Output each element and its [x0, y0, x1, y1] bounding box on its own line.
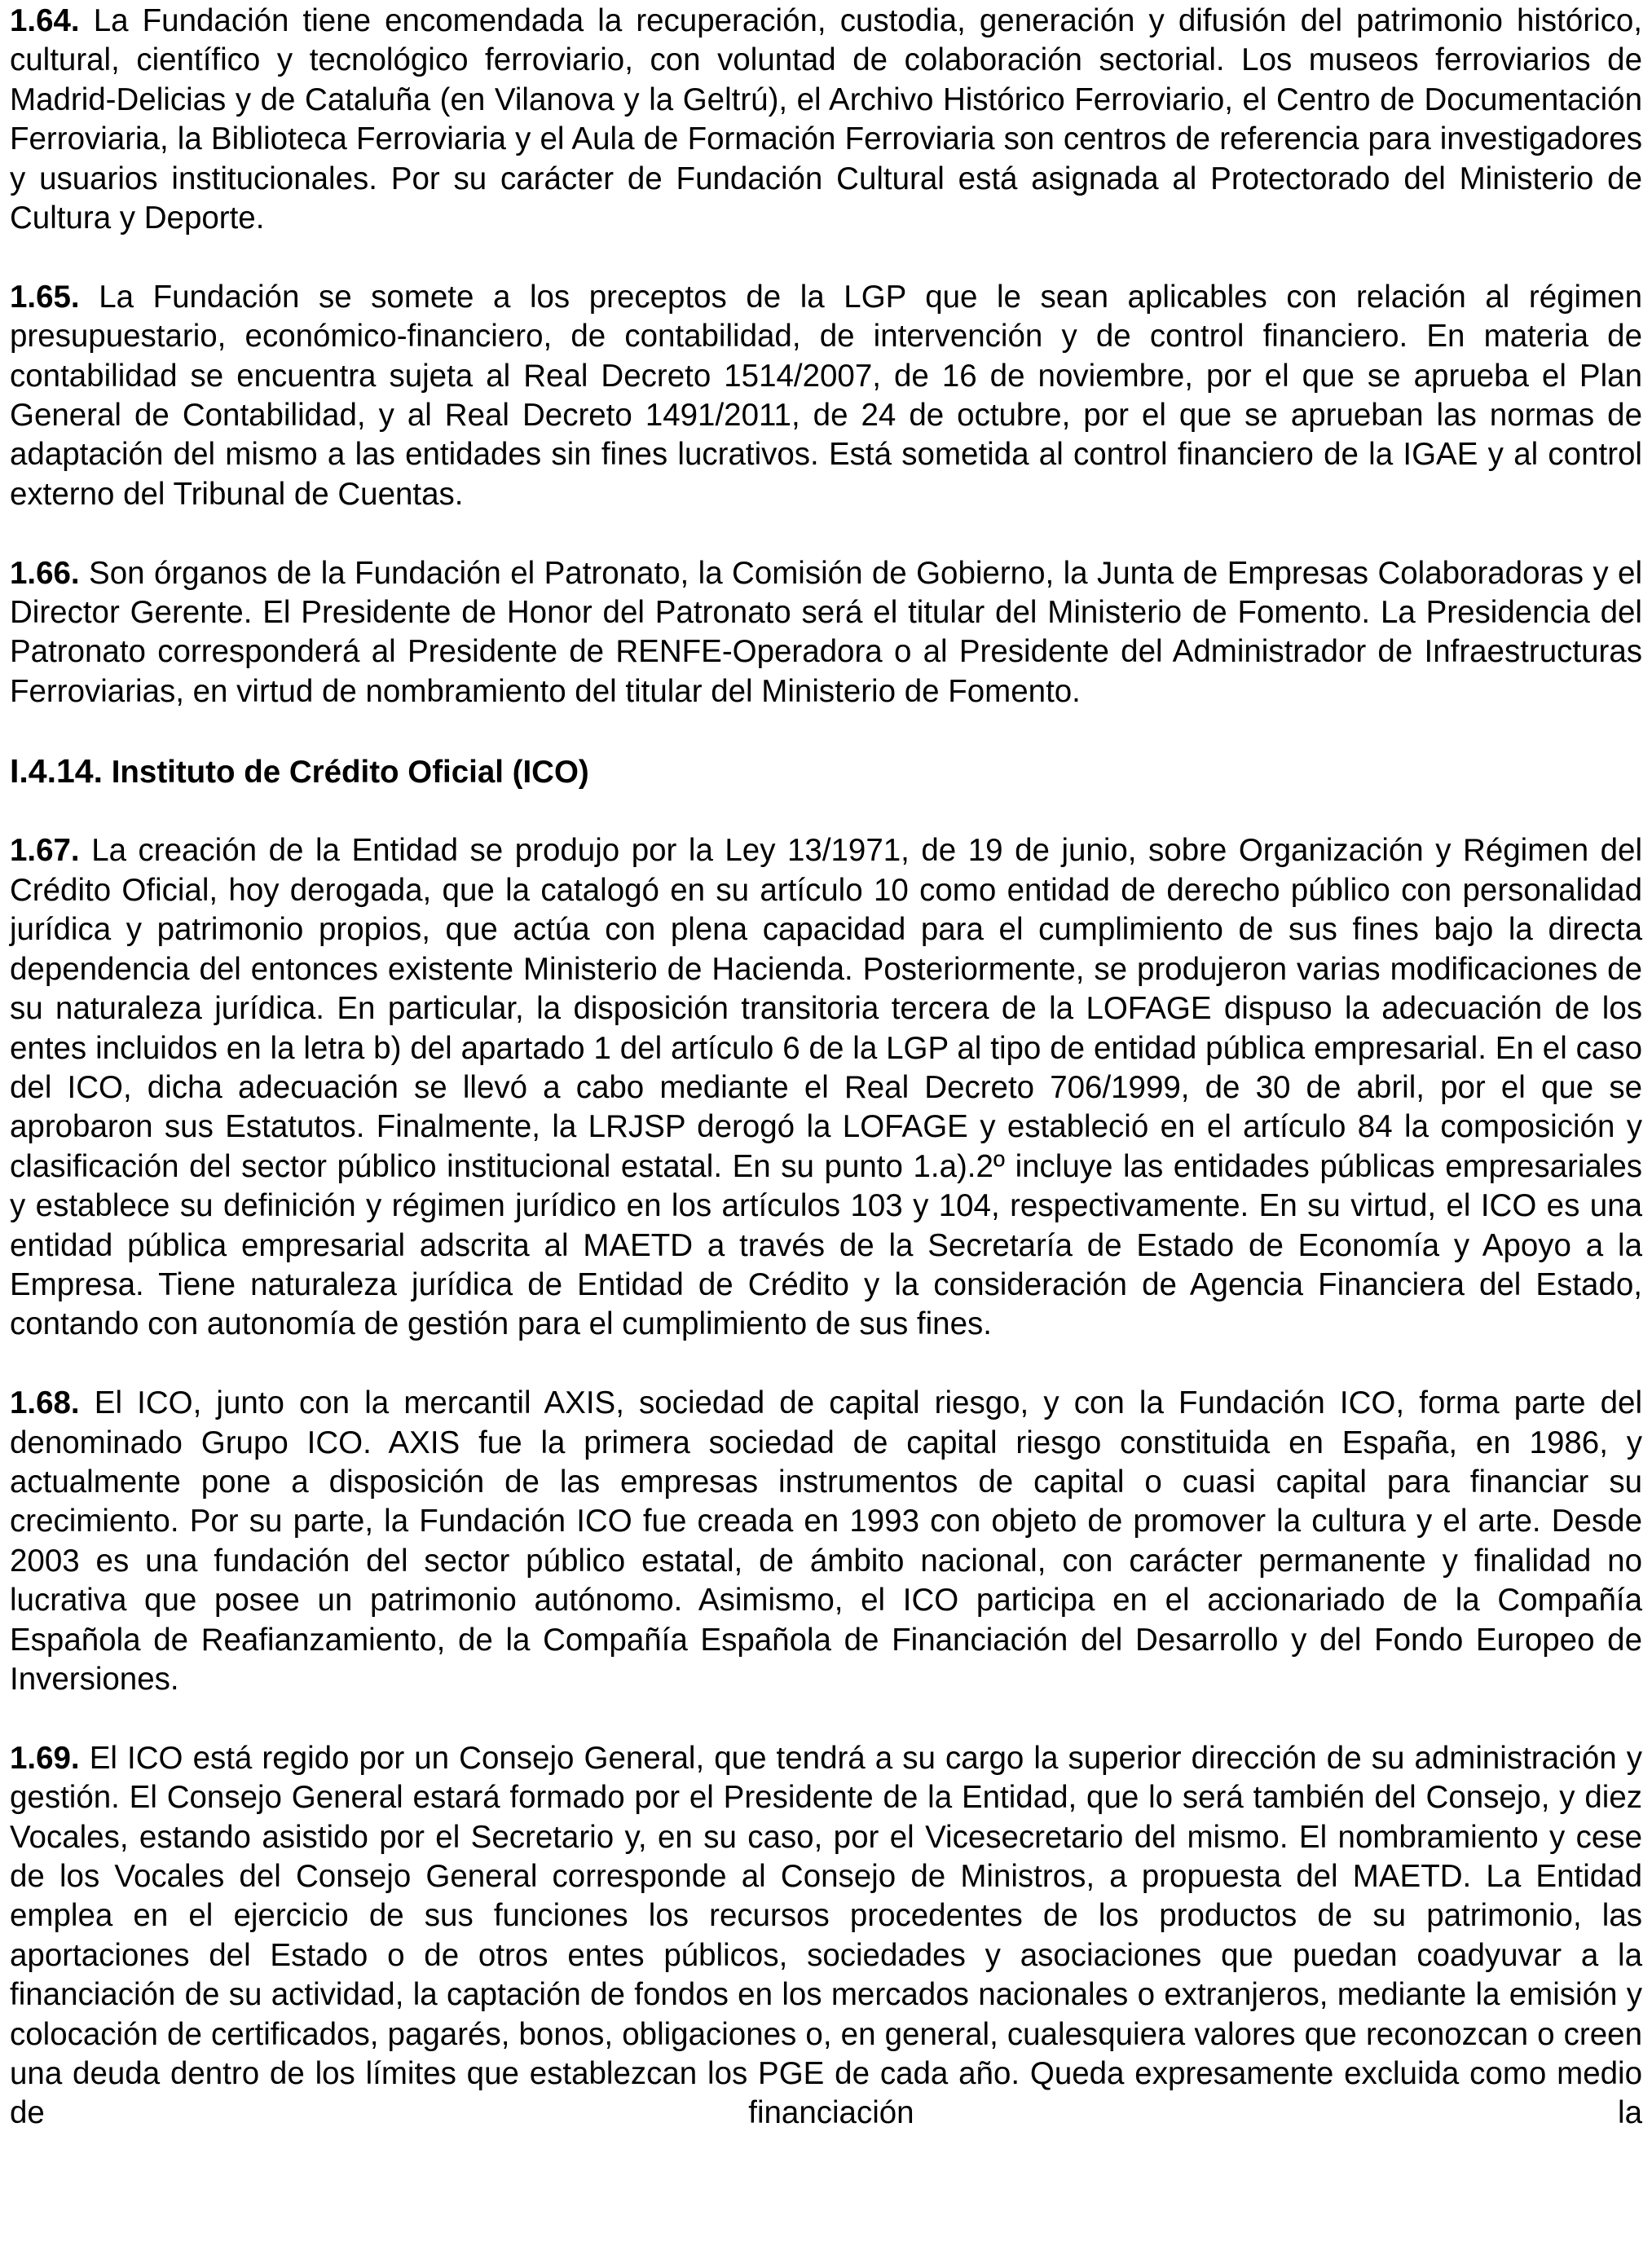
paragraph-number: 1.69.: [10, 1740, 80, 1776]
paragraph-number: 1.68.: [10, 1385, 80, 1421]
paragraph-number: 1.65.: [10, 279, 80, 315]
paragraph-1-67: [10, 831, 1642, 1344]
paragraph-text: Son órganos de la Fundación el Patronato, la Comisión de Gobierno, la Junta de Empresas Colaboradoras y el Director Gerente. El Presidente de Honor del Patronato será el titular del Ministerio de Fomento. La Presidencia del Patronato corresponderá al Presidente de RENFE-Operadora o al Presidente del Administrador de Infraestructuras Ferroviarias, en virtud de nombramiento del titular del Ministerio de Fomento.: [10, 555, 1642, 709]
paragraph-number: 1.64.: [10, 3, 80, 38]
section-heading: [10, 751, 1642, 792]
paragraph-text: El ICO está regido por un Consejo General, que tendrá a su cargo la superior dirección de su administración y gestión. El Consejo General estará formado por el Presidente de la Entidad, que lo será también del Consejo, y diez Vocales, estando asistido por el Secretario y, en su caso, por el Vicesecretario del mismo. El nombramiento y cese de los Vocales del Consejo General corresponde al Consejo de Ministros, a propuesta del MAETD. La Entidad emplea en el ejercicio de sus funciones los recursos procedentes de los productos de su patrimonio, las aportaciones del Estado o de otros entes públicos, sociedades y asociaciones que puedan coadyuvar a la financiación de su actividad, la captación de fondos en los mercados nacionales o extranjeros, mediante la emisión y colocación de certificados, pagarés, bonos, obligaciones o, en general, cualesquiera valores que reconozcan o creen una deuda dentro de los límites que establezcan los PGE de cada año. Queda expresamente excluida como medio de financiación la: [10, 1740, 1642, 2131]
paragraph-1-64: [10, 2, 1642, 238]
paragraph-1-68: [10, 1384, 1642, 1699]
paragraph-1-69: [10, 1739, 1642, 2134]
paragraph-number: 1.66.: [10, 555, 80, 591]
paragraph-number: 1.67.: [10, 833, 80, 869]
section-title: Instituto de Crédito Oficial (ICO): [111, 754, 589, 790]
paragraph-text: El ICO, junto con la mercantil AXIS, sociedad de capital riesgo, y con la Fundación ICO, forma parte del denominado Grupo ICO. AXIS fue la primera sociedad de capital riesgo constituida en España, en 1986, y actualmente pone a disposición de las empresas instrumentos de capital o cuasi capital para financiar su crecimiento. Por su parte, la Fundación ICO fue creada en 1993 con objeto de promover la cultura y el arte. Desde 2003 es una fundación del sector público estatal, de ámbito nacional, con carácter permanente y finalidad no lucrativa que posee un patrimonio autónomo. Asimismo, el ICO participa en el accionariado de la Compañía Española de Reafianzamiento, de la Compañía Española de Financiación del Desarrollo y del Fondo Europeo de Inversiones.: [10, 1385, 1642, 1697]
paragraph-text: La creación de la Entidad se produjo por la Ley 13/1971, de 19 de junio, sobre Organización y Régimen del Crédito Oficial, hoy derogada, que la catalogó en su artículo 10 como entidad de derecho público con personalidad jurídica y patrimonio propios, que actúa con plena capacidad para el cumplimiento de sus fines bajo la directa dependencia del entonces existente Ministerio de Hacienda. Posteriormente, se produjeron varias modificaciones de su naturaleza jurídica. En particular, la disposición transitoria tercera de la LOFAGE dispuso la adecuación de los entes incluidos en la letra b) del apartado 1 del artículo 6 de la LGP al tipo de entidad pública empresarial. En el caso del ICO, dicha adecuación se llevó a cabo mediante el Real Decreto 706/1999, de 30 de abril, por el que se aprobaron sus Estatutos. Finalmente, la LRJSP derogó la LOFAGE y estableció en el artículo 84 la composición y clasificación del sector público institucional estatal. En su punto 1.a).2º incluye las entidades públicas empresariales y establece su definición y régimen jurídico en los artículos 103 y 104, respectivamente. En su virtud, el ICO es una entidad pública empresarial adscrita al MAETD a través de la Secretaría de Estado de Economía y Apoyo a la Empresa. Tiene naturaleza jurídica de Entidad de Crédito y la consideración de Agencia Financiera del Estado, contando con autonomía de gestión para el cumplimiento de sus fines.: [10, 833, 1643, 1342]
paragraph-1-66: [10, 554, 1642, 712]
section-number: I.4.14.: [10, 751, 103, 790]
paragraph-text: La Fundación se somete a los preceptos de la LGP que le sean aplicables con relación al régimen presupuestario, económico-financiero, de contabilidad, de intervención y de control financiero. En materia de contabilidad se encuentra sujeta al Real Decreto 1514/2007, de 16 de noviembre, por el que se aprueba el Plan General de Contabilidad, y al Real Decreto 1491/2011, de 24 de octubre, por el que se aprueban las normas de adaptación del mismo a las entidades sin fines lucrativos. Está sometida al control financiero de la IGAE y al control externo del Tribunal de Cuentas.: [10, 279, 1642, 512]
document-page: [10, 2, 1642, 2134]
paragraph-text: La Fundación tiene encomendada la recuperación, custodia, generación y difusión del patrimonio histórico, cultural, científico y tecnológico ferroviario, con voluntad de colaboración sectorial. Los museos ferroviarios de Madrid-Delicias y de Cataluña (en Vilanova y la Geltrú), el Archivo Histórico Ferroviario, el Centro de Documentación Ferroviaria, la Biblioteca Ferroviaria y el Aula de Formación Ferroviaria son centros de referencia para investigadores y usuarios institucionales. Por su carácter de Fundación Cultural está asignada al Protectorado del Ministerio de Cultura y Deporte.: [10, 3, 1643, 236]
paragraph-1-65: [10, 278, 1642, 514]
